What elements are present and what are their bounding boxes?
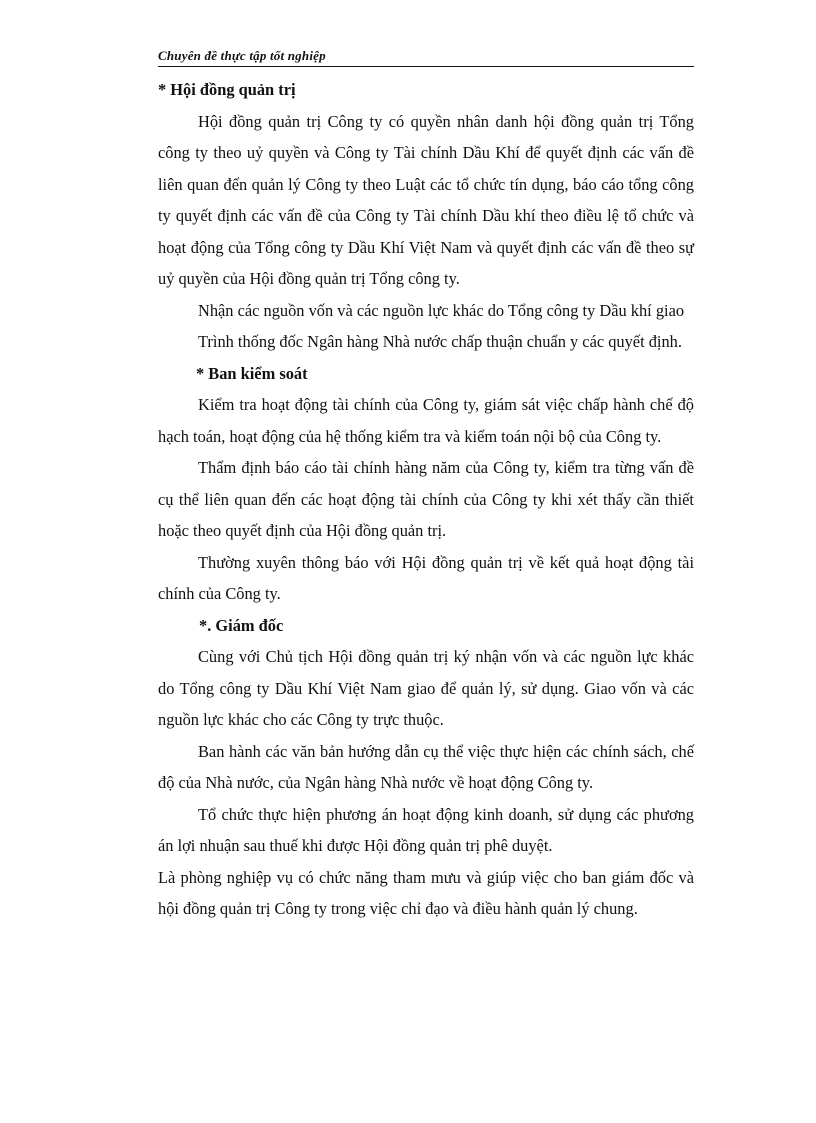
document-body <box>158 74 694 925</box>
section-heading-ban-kiem-soat: * Ban kiểm soát <box>196 363 308 383</box>
paragraph: Ban hành các văn bản hướng dẫn cụ thể việc thực hiện các chính sách, chế độ của Nhà nước, của Ngân hàng Nhà nước về hoạt động Công ty. <box>158 741 694 792</box>
section-heading-hoi-dong-quan-tri: * Hội đồng quản trị <box>158 80 296 99</box>
paragraph: Kiểm tra hoạt động tài chính của Công ty, giám sát việc chấp hành chế độ hạch toán, hoạt động của hệ thống kiểm tra và kiểm toán nội bộ của Công ty. <box>158 395 694 446</box>
paragraph: Tổ chức thực hiện phương án hoạt động kinh doanh, sử dụng các phương án lợi nhuận sau thuế khi được Hội đồng quản trị phê duyệt. <box>158 804 694 855</box>
paragraph: Thường xuyên thông báo với Hội đồng quản trị về kết quả hoạt động tài chính của Công ty. <box>158 552 694 603</box>
paragraph: Là phòng nghiệp vụ có chức năng tham mưu và giúp việc cho ban giám đốc và hội đồng quản trị Công ty trong việc chỉ đạo và điều hành quản lý chung. <box>158 867 694 918</box>
header-title: Chuyên đề thực tập tốt nghiệp <box>158 48 326 63</box>
paragraph: Hội đồng quản trị Công ty có quyền nhân danh hội đồng quản trị Tổng công ty theo uỷ quyền và Công ty Tài chính Dầu Khí để quyết định các vấn đề liên quan đến quản lý Công ty theo Luật các tổ chức tín dụng, báo cáo tổng công ty quyết định các vấn đề của Công ty Tài chính Dầu khí theo điều lệ tổ chức và hoạt động của Tổng công ty Dầu Khí Việt Nam và quyết định các vấn đề theo sự uỷ quyền của Hội đồng quản trị Tổng công ty. <box>158 111 694 288</box>
paragraph: Cùng với Chủ tịch Hội đồng quản trị ký nhận vốn và các nguồn lực khác do Tổng công ty Dầu Khí Việt Nam giao để quản lý, sử dụng. Giao vốn và các nguồn lực khác cho các Công ty trực thuộc. <box>158 647 694 729</box>
page-header <box>158 46 694 67</box>
paragraph: Thẩm định báo cáo tài chính hàng năm của Công ty, kiểm tra từng vấn đề cụ thể liên quan đến các hoạt động tài chính của Công ty khi xét thấy cần thiết hoặc theo quyết định của Hội đồng quản trị. <box>158 458 694 540</box>
section-heading-giam-doc: *. Giám đốc <box>199 615 284 635</box>
paragraph: Nhận các nguồn vốn và các nguồn lực khác do Tổng công ty Dầu khí giao <box>198 300 685 320</box>
paragraph: Trình thống đốc Ngân hàng Nhà nước chấp thuận chuẩn y các quyết định. <box>198 332 682 351</box>
